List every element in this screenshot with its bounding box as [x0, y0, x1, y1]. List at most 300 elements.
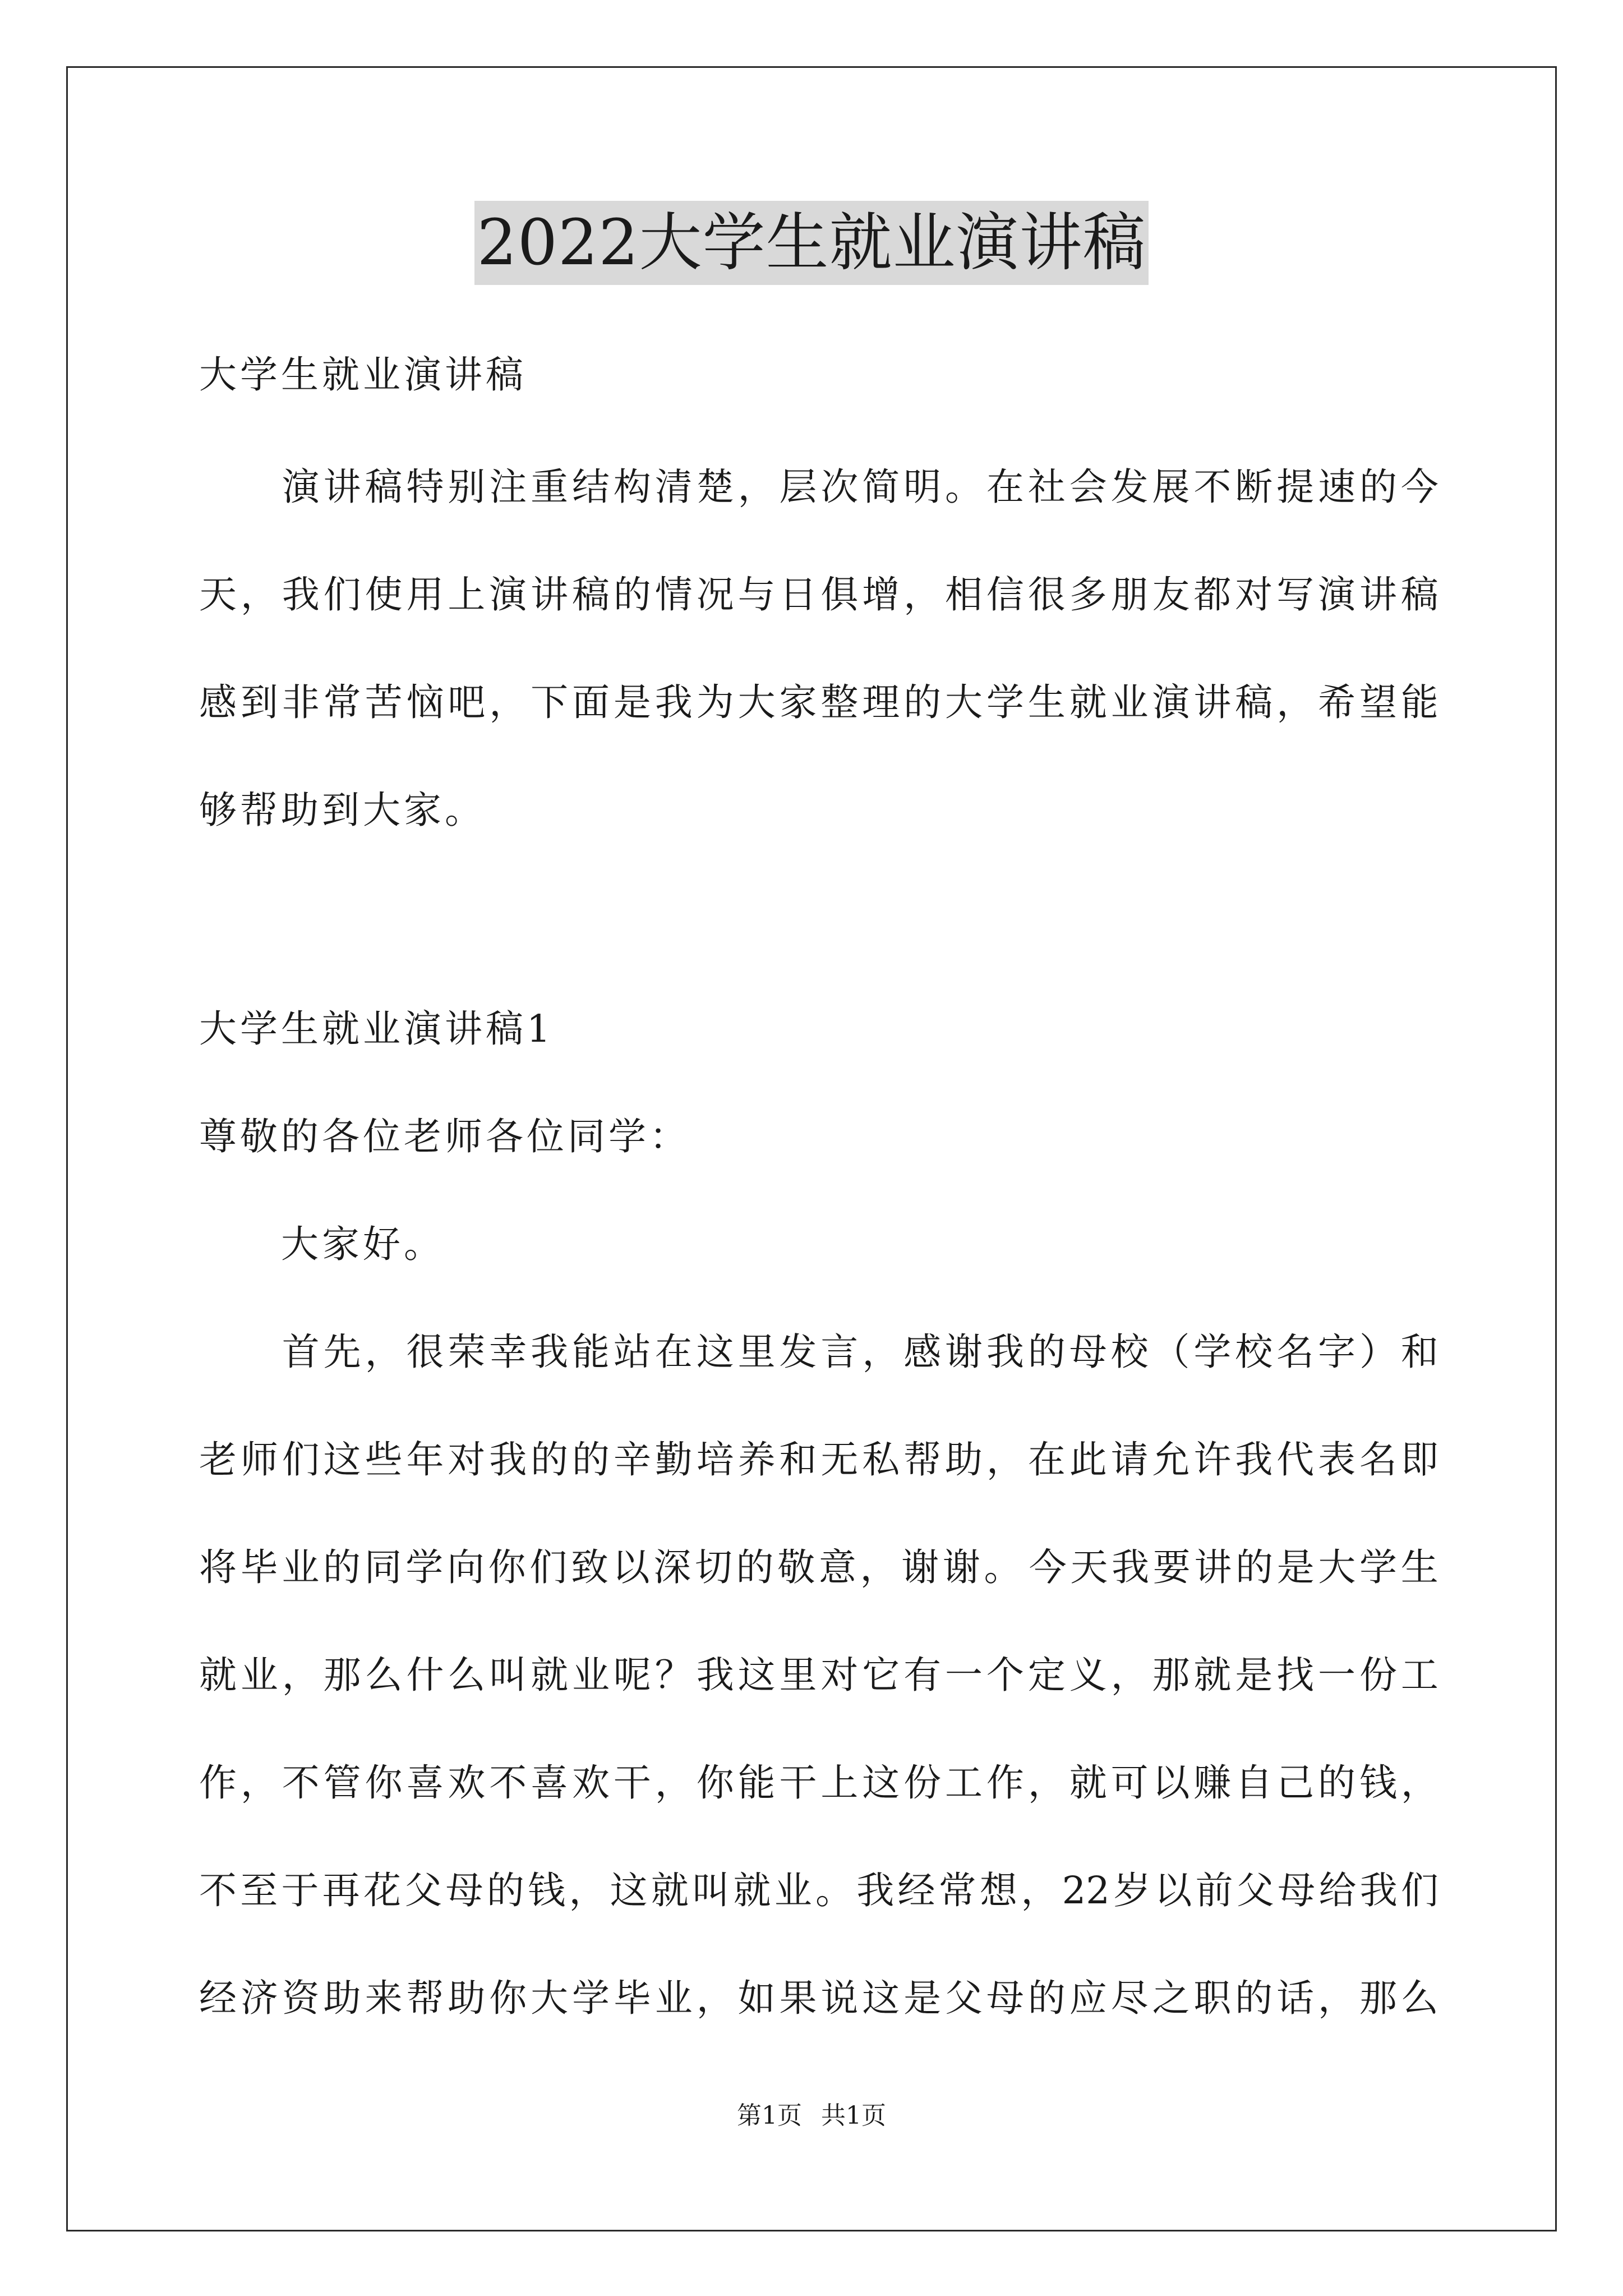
text-glyph: 演	[282, 465, 320, 509]
text-glyph: 望	[1359, 680, 1397, 724]
text-glyph: 发	[779, 1330, 817, 1374]
text-glyph: 业	[654, 1976, 693, 2020]
text-glyph: 至	[240, 1869, 278, 1912]
body-line	[199, 1647, 1438, 1703]
text-glyph: 以	[1154, 1869, 1192, 1912]
text-glyph: 就	[531, 1653, 569, 1697]
text-glyph: 朋	[1110, 573, 1149, 616]
text-glyph: 感	[199, 680, 237, 724]
text-glyph: 清	[654, 465, 693, 509]
text-glyph: 生	[1027, 680, 1066, 724]
text-glyph: 即	[1400, 1438, 1438, 1481]
text-glyph: 师	[240, 1438, 278, 1481]
text-glyph: 辛	[613, 1438, 651, 1481]
text-glyph: 增	[862, 573, 900, 616]
text-glyph: 资	[282, 1976, 320, 2020]
text-glyph: 的	[1318, 1761, 1356, 1805]
text-glyph: 你	[489, 1976, 527, 2020]
text-glyph: 重	[531, 465, 569, 509]
text-glyph: 注	[489, 465, 527, 509]
text-glyph: ，	[240, 573, 278, 616]
text-glyph: 再	[322, 1869, 360, 1912]
text-glyph: 讲	[531, 573, 569, 616]
text-glyph: 恼	[406, 680, 444, 724]
text-glyph: 构	[613, 465, 651, 509]
document-title: 2022大学生就业演讲稿	[474, 201, 1148, 285]
text-glyph: 与	[737, 573, 776, 616]
text-glyph: 层	[779, 465, 817, 509]
text-glyph: 岁	[1113, 1869, 1151, 1912]
text-glyph: 校	[1110, 1330, 1149, 1374]
text-glyph: 业	[240, 1653, 278, 1697]
text-glyph: 在	[654, 1330, 693, 1374]
text-glyph: 常	[323, 680, 361, 724]
text-glyph: 次	[820, 465, 859, 509]
text-glyph: 为	[696, 680, 734, 724]
text-glyph: 相	[945, 573, 983, 616]
text-glyph: 讲	[1193, 680, 1232, 724]
body-line	[199, 1970, 1438, 2026]
text-glyph: 深	[653, 1545, 691, 1589]
text-glyph: 自	[1235, 1761, 1273, 1805]
text-glyph: 的	[531, 1438, 569, 1481]
text-glyph: 的	[1235, 1545, 1274, 1589]
text-glyph: 钱	[1359, 1761, 1397, 1805]
text-glyph: 切	[694, 1545, 732, 1589]
text-glyph: 讲	[1194, 1545, 1232, 1589]
text-glyph: 使	[365, 573, 403, 616]
text-glyph: ，	[1276, 680, 1315, 724]
text-glyph: ，	[365, 1330, 403, 1374]
text-glyph: 。	[815, 1869, 853, 1912]
text-glyph: ，	[654, 1761, 693, 1805]
text-glyph: 帮	[406, 1976, 444, 2020]
text-glyph: 呢	[613, 1653, 651, 1697]
text-glyph: 那	[323, 1653, 361, 1697]
text-glyph: 想	[980, 1869, 1018, 1912]
text-glyph: 的	[572, 1438, 610, 1481]
text-glyph: ，	[862, 1330, 900, 1374]
text-glyph: 楚	[696, 465, 734, 509]
text-glyph: 会	[1069, 465, 1107, 509]
text-glyph: 向	[446, 1545, 485, 1589]
text-glyph	[241, 1324, 278, 1380]
text-glyph: 经	[199, 1976, 237, 2020]
text-glyph: 是	[1235, 1653, 1273, 1697]
text-glyph: 就	[199, 1653, 237, 1697]
body-line	[199, 1539, 1438, 1595]
text-glyph: 叫	[489, 1653, 527, 1697]
text-glyph: 发	[1110, 465, 1149, 509]
text-glyph: 别	[448, 465, 486, 509]
text-glyph: 大	[1318, 1545, 1356, 1589]
text-glyph: 不	[282, 1761, 320, 1805]
text-glyph	[199, 459, 237, 515]
text-glyph: 要	[1152, 1545, 1191, 1589]
text-glyph: 特	[406, 465, 444, 509]
text-glyph: 里	[779, 1653, 817, 1697]
intro-line	[199, 567, 1438, 623]
text-glyph: 校	[1235, 1330, 1273, 1374]
text-glyph: ，	[240, 1761, 278, 1805]
text-glyph: 年	[406, 1438, 444, 1481]
text-glyph: 22	[1062, 1869, 1110, 1912]
salutation: 尊敬的各位老师各位同学：	[199, 1115, 690, 1158]
text-glyph: 这	[610, 1869, 648, 1912]
text-glyph: ，	[737, 465, 776, 509]
text-glyph: 么	[448, 1653, 486, 1697]
text-glyph: ，	[1400, 1761, 1438, 1805]
text-glyph: 学	[572, 1976, 610, 2020]
text-glyph: 上	[820, 1761, 859, 1805]
text-glyph: 请	[1110, 1438, 1149, 1481]
body-line	[199, 1862, 1438, 1918]
text-glyph: 我	[1235, 1438, 1273, 1481]
text-glyph: ，	[1110, 1653, 1149, 1697]
text-glyph: 父	[945, 1976, 983, 2020]
text-glyph: 况	[696, 573, 734, 616]
text-glyph: 我	[489, 1438, 527, 1481]
text-glyph: 学	[986, 680, 1024, 724]
text-glyph: 稿	[1400, 573, 1438, 616]
text-glyph: 多	[1069, 573, 1107, 616]
text-glyph: ，	[282, 1653, 320, 1697]
text-glyph: 对	[820, 1653, 859, 1697]
text-glyph: 学	[405, 1545, 444, 1589]
body-line	[199, 1432, 1438, 1488]
text-glyph: 老	[199, 1438, 237, 1481]
text-glyph: 干	[779, 1761, 817, 1805]
text-glyph: 希	[1318, 680, 1356, 724]
text-glyph: 经	[897, 1869, 935, 1912]
text-glyph: 找	[1276, 1653, 1315, 1697]
text-glyph: 这	[737, 1653, 776, 1697]
text-glyph: 业	[282, 1545, 320, 1589]
text-glyph: 名	[1359, 1438, 1397, 1481]
text-glyph: 毕	[240, 1545, 278, 1589]
text-glyph: 之	[1152, 1976, 1190, 2020]
text-glyph: 济	[240, 1976, 278, 2020]
text-glyph: 将	[199, 1545, 237, 1589]
page-footer: 第1页 共1页	[737, 2101, 886, 2130]
text-glyph: 的	[903, 680, 942, 724]
text-glyph: 一	[945, 1653, 983, 1697]
text-glyph: 以	[612, 1545, 650, 1589]
text-glyph: 生	[1400, 1545, 1438, 1589]
text-glyph: 日	[779, 573, 817, 616]
text-glyph: 养	[737, 1438, 776, 1481]
text-glyph: 里	[737, 1330, 776, 1374]
text-glyph: 理	[862, 680, 900, 724]
text-glyph: 就	[1193, 1653, 1232, 1697]
text-glyph: 感	[903, 1330, 942, 1374]
text-glyph: 话	[1276, 1976, 1315, 2020]
text-glyph: 勤	[654, 1438, 693, 1481]
text-glyph: 学	[1193, 1330, 1232, 1374]
text-glyph: 么	[365, 1653, 403, 1697]
text-glyph: 能	[737, 1761, 776, 1805]
text-glyph: 就	[733, 1869, 771, 1912]
text-glyph: ，	[569, 1869, 607, 1912]
text-glyph: 职	[1193, 1976, 1232, 2020]
text-glyph: 个	[986, 1653, 1024, 1697]
text-glyph: 苦	[365, 680, 403, 724]
text-glyph: 敬	[777, 1545, 815, 1589]
text-glyph: 那	[1359, 1976, 1397, 2020]
text-glyph: 就	[651, 1869, 689, 1912]
text-glyph: 我	[282, 573, 320, 616]
text-glyph: 管	[323, 1761, 361, 1805]
text-glyph: 大	[945, 680, 983, 724]
text-glyph: ）	[1359, 1330, 1397, 1374]
text-glyph: 这	[696, 1330, 734, 1374]
text-glyph: 这	[862, 1976, 900, 2020]
text-glyph: ，	[1021, 1869, 1059, 1912]
text-glyph: 份	[1359, 1653, 1397, 1697]
text-glyph: 不	[489, 1761, 527, 1805]
text-glyph: 。	[984, 1545, 1022, 1589]
text-glyph: 花	[363, 1869, 402, 1912]
text-glyph: 这	[323, 1438, 361, 1481]
text-glyph: 先	[323, 1330, 361, 1374]
text-glyph: 能	[1400, 680, 1438, 724]
text-glyph: 它	[862, 1653, 900, 1697]
text-glyph: 社	[1027, 465, 1066, 509]
intro-line: 够帮助到大家。	[199, 788, 486, 832]
text-glyph: 荣	[448, 1330, 486, 1374]
text-glyph: 我	[1359, 1869, 1398, 1912]
text-glyph: 家	[779, 680, 817, 724]
text-glyph: ，	[1318, 1976, 1356, 2020]
text-glyph: 不	[199, 1869, 237, 1912]
text-glyph: 的	[1027, 1330, 1066, 1374]
text-glyph: 什	[406, 1653, 444, 1697]
text-glyph: 以	[1152, 1761, 1190, 1805]
text-glyph: 母	[1278, 1869, 1316, 1912]
text-glyph: 给	[1318, 1869, 1357, 1912]
text-glyph: 表	[1318, 1438, 1356, 1481]
text-glyph: 不	[1193, 465, 1232, 509]
text-glyph: 用	[406, 573, 444, 616]
text-glyph: 到	[240, 680, 278, 724]
text-glyph: 友	[1152, 573, 1190, 616]
text-glyph: 很	[406, 1330, 444, 1374]
text-glyph: 是	[903, 1976, 942, 2020]
text-glyph: 字	[1318, 1330, 1356, 1374]
text-glyph: 作	[199, 1761, 237, 1805]
text-glyph: 很	[1027, 573, 1066, 616]
subtitle: 大学生就业演讲稿	[199, 353, 527, 397]
text-glyph: 你	[365, 1761, 403, 1805]
intro-line	[199, 459, 1438, 515]
text-glyph: 同	[364, 1545, 402, 1589]
text-glyph: 钱	[528, 1869, 566, 1912]
text-glyph: 谢	[942, 1545, 980, 1589]
text-glyph: 演	[489, 573, 527, 616]
text-glyph: 幸	[489, 1330, 527, 1374]
text-glyph: 的	[736, 1545, 774, 1589]
text-glyph	[199, 1324, 237, 1380]
text-glyph: 们	[282, 1438, 320, 1481]
text-glyph: 大	[737, 680, 776, 724]
text-glyph: 工	[945, 1761, 983, 1805]
text-glyph: 培	[696, 1438, 734, 1481]
text-glyph: 的	[486, 1869, 524, 1912]
section-heading: 大学生就业演讲稿1	[199, 1007, 554, 1051]
text-glyph: 今	[1400, 465, 1438, 509]
text-glyph: 尽	[1110, 1976, 1149, 2020]
text-glyph: 的	[1359, 465, 1397, 509]
text-glyph: 名	[1276, 1330, 1315, 1374]
text-glyph: ，	[986, 1438, 1024, 1481]
text-glyph: 我	[654, 680, 693, 724]
text-glyph: 私	[862, 1438, 900, 1481]
text-glyph: 那	[1152, 1653, 1190, 1697]
text-glyph: 母	[445, 1869, 483, 1912]
text-glyph: 俱	[820, 573, 859, 616]
text-glyph: 定	[1027, 1653, 1066, 1697]
text-glyph: 欢	[448, 1761, 486, 1805]
text-glyph: 允	[1152, 1438, 1190, 1481]
text-glyph: 干	[613, 1761, 651, 1805]
text-glyph: 业	[1110, 680, 1149, 724]
text-glyph: 来	[365, 1976, 403, 2020]
text-glyph: 上	[448, 573, 486, 616]
text-glyph: 父	[1236, 1869, 1274, 1912]
text-glyph: 业	[572, 1653, 610, 1697]
text-glyph: 的	[613, 573, 651, 616]
text-glyph: 谢	[945, 1330, 983, 1374]
text-glyph: 帮	[903, 1438, 942, 1481]
text-glyph	[241, 459, 278, 515]
text-glyph: 整	[820, 680, 859, 724]
text-glyph: 你	[696, 1761, 734, 1805]
text-glyph: 能	[572, 1330, 610, 1374]
text-glyph: 业	[774, 1869, 812, 1912]
text-glyph: 站	[613, 1330, 651, 1374]
text-glyph: 们	[323, 573, 361, 616]
text-glyph: 天	[1070, 1545, 1108, 1589]
text-glyph: 我	[1112, 1545, 1150, 1589]
intro-line	[199, 674, 1438, 730]
text-glyph: 大	[531, 1976, 569, 2020]
text-glyph: 展	[1152, 465, 1190, 509]
text-glyph: 你	[488, 1545, 526, 1589]
text-glyph: 致	[570, 1545, 608, 1589]
title-container	[0, 201, 1623, 285]
text-glyph: 许	[1193, 1438, 1232, 1481]
text-glyph: 份	[903, 1761, 942, 1805]
text-glyph: 稿	[365, 465, 403, 509]
text-glyph: 就	[1069, 1761, 1107, 1805]
text-glyph: 毕	[613, 1976, 651, 2020]
text-glyph: 应	[1069, 1976, 1107, 2020]
text-glyph: 今	[1029, 1545, 1067, 1589]
text-glyph: 和	[779, 1438, 817, 1481]
text-glyph: 些	[365, 1438, 403, 1481]
text-glyph: 助	[323, 1976, 361, 2020]
text-glyph: 断	[1235, 465, 1273, 509]
text-glyph: 明	[903, 465, 942, 509]
text-glyph: 演	[1152, 680, 1190, 724]
text-glyph: 稿	[1235, 680, 1273, 724]
text-glyph: ，	[696, 1976, 734, 2020]
text-glyph: 就	[1069, 680, 1107, 724]
text-glyph: 稿	[572, 573, 610, 616]
text-glyph: 欢	[572, 1761, 610, 1805]
text-glyph: 学	[1359, 1545, 1398, 1589]
text-glyph: 我	[696, 1653, 734, 1697]
text-glyph: 己	[1276, 1761, 1315, 1805]
text-glyph: 和	[1400, 1330, 1438, 1374]
text-glyph: 下	[531, 680, 569, 724]
text-glyph: 对	[448, 1438, 486, 1481]
text-glyph: 都	[1193, 573, 1232, 616]
text-glyph: 是	[613, 680, 651, 724]
text-glyph: 提	[1276, 465, 1315, 509]
text-glyph: 意	[818, 1545, 856, 1589]
text-glyph: 情	[654, 573, 693, 616]
text-glyph: ，	[489, 680, 527, 724]
text-glyph: 母	[1069, 1330, 1107, 1374]
text-glyph: 义	[1069, 1653, 1107, 1697]
body-line	[199, 1755, 1438, 1811]
text-glyph: 的	[1027, 1976, 1066, 2020]
text-glyph: 的	[1235, 1976, 1273, 2020]
text-glyph: 演	[1318, 573, 1356, 616]
text-glyph: 。	[945, 465, 983, 509]
text-glyph: 我	[986, 1330, 1024, 1374]
text-glyph: 于	[281, 1869, 319, 1912]
body-line	[199, 1324, 1438, 1380]
text-glyph: ，	[903, 573, 942, 616]
text-glyph: 此	[1069, 1438, 1107, 1481]
text-glyph: 们	[1400, 1869, 1438, 1912]
text-glyph: 么	[1400, 1976, 1438, 2020]
text-glyph: 非	[282, 680, 320, 724]
text-glyph: 常	[938, 1869, 976, 1912]
text-glyph: ？	[654, 1653, 693, 1697]
greeting: 大家好。	[199, 1222, 445, 1266]
text-glyph: 的	[322, 1545, 361, 1589]
text-glyph: 工	[1400, 1653, 1438, 1697]
text-glyph: 前	[1195, 1869, 1233, 1912]
text-glyph: 讲	[1359, 573, 1397, 616]
text-glyph: 讲	[323, 465, 361, 509]
text-glyph: 天	[199, 573, 237, 616]
text-glyph: 吧	[448, 680, 486, 724]
text-glyph: 助	[945, 1438, 983, 1481]
text-glyph: 一	[1318, 1653, 1356, 1697]
text-glyph: 喜	[406, 1761, 444, 1805]
text-glyph: 这	[862, 1761, 900, 1805]
text-glyph: 在	[986, 465, 1024, 509]
text-glyph: 果	[779, 1976, 817, 2020]
text-glyph: ，	[1027, 1761, 1066, 1805]
text-glyph: 说	[820, 1976, 859, 2020]
text-glyph: 结	[572, 465, 610, 509]
text-glyph: 赚	[1193, 1761, 1232, 1805]
text-glyph: 叫	[692, 1869, 730, 1912]
text-glyph: 助	[448, 1976, 486, 2020]
text-glyph: 们	[529, 1545, 568, 1589]
text-glyph: 我	[856, 1869, 895, 1912]
text-glyph: 写	[1276, 573, 1315, 616]
text-glyph: 如	[737, 1976, 776, 2020]
text-glyph: 喜	[531, 1761, 569, 1805]
text-glyph: 言	[820, 1330, 859, 1374]
text-glyph: 有	[903, 1653, 942, 1697]
